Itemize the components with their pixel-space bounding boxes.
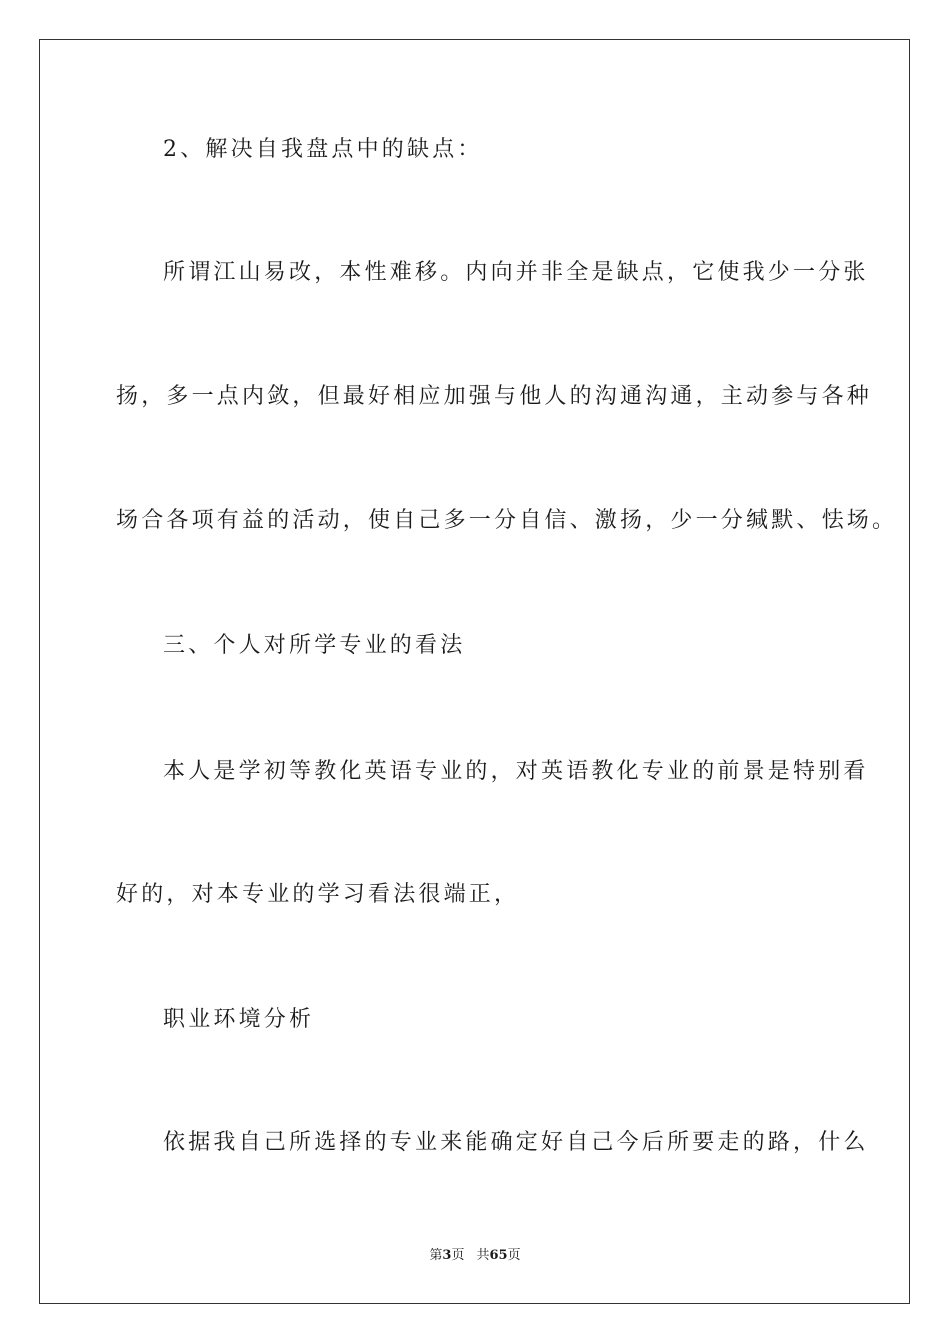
footer-total-suffix: 页 (507, 1248, 521, 1263)
footer-page-prefix: 第 (429, 1248, 443, 1263)
page-footer (0, 1247, 950, 1265)
paragraph-line: 依据我自己所选择的专业来能确定好自己今后所要走的路，什么 (163, 1130, 869, 1155)
footer-page-number: 3 (442, 1248, 452, 1263)
footer-page-suffix: 页 (451, 1248, 465, 1263)
footer-total-pages: 65 (489, 1248, 508, 1263)
paragraph-line: 所谓江山易改，本性难移。内向并非全是缺点，它使我少一分张 (163, 260, 869, 285)
paragraph-line: 本人是学初等教化英语专业的，对英语教化专业的前景是特别看 (163, 759, 869, 784)
paragraph-line: 场合各项有益的活动，使自己多一分自信、激扬，少一分缄默、怯场。 (116, 508, 898, 533)
paragraph-line: 扬，多一点内敛，但最好相应加强与他人的沟通沟通，主动参与各种 (116, 384, 873, 409)
section-heading: 职业环境分析 (163, 1007, 315, 1032)
footer-total-prefix: 共 (476, 1248, 490, 1263)
paragraph-line: 好的，对本专业的学习看法很端正， (116, 882, 520, 907)
page-border (39, 39, 910, 1304)
paragraph-line: 2、解决自我盘点中的缺点： (163, 137, 483, 162)
section-heading: 三、个人对所学专业的看法 (163, 633, 466, 658)
